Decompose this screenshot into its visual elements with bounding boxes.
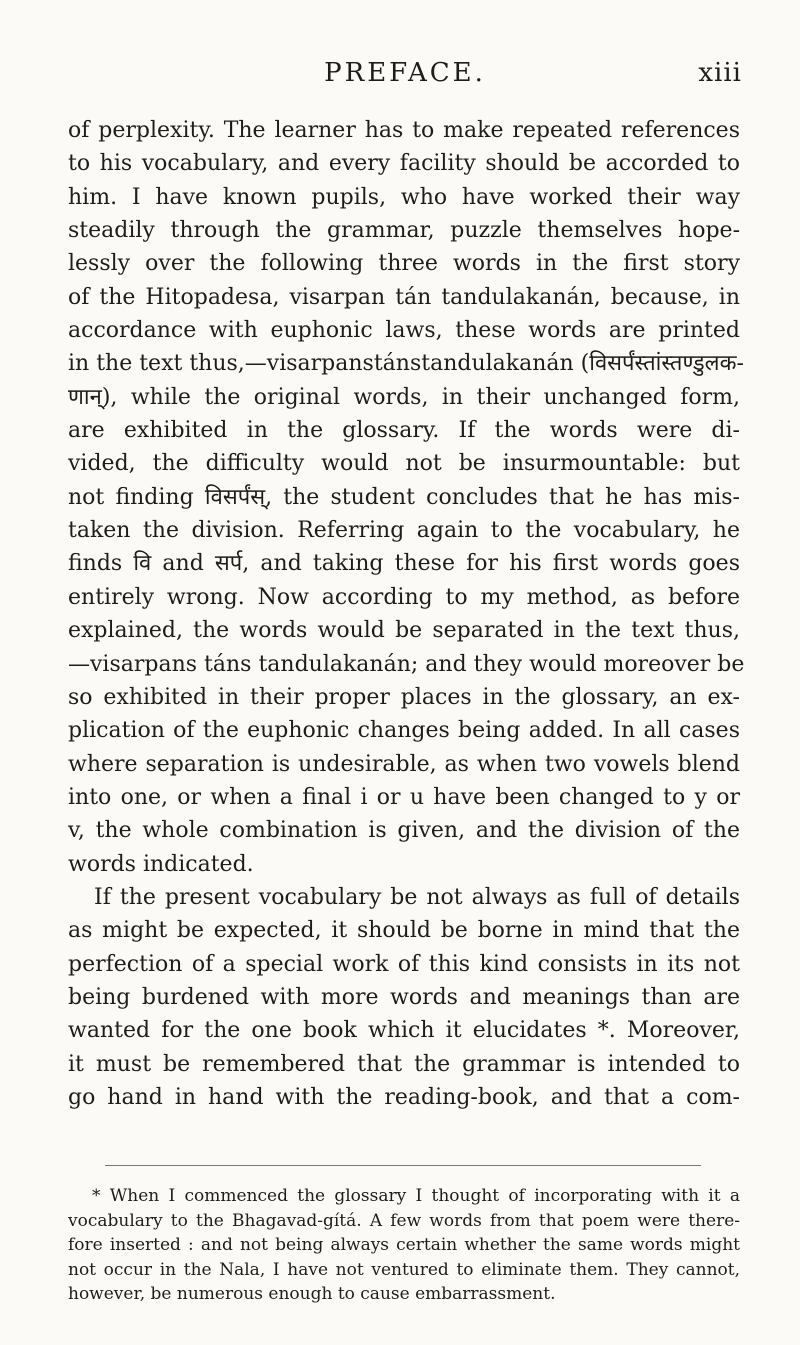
footnote-line: * When I commenced the glossary I thought of incorporating with it a	[92, 1186, 740, 1206]
body-line: him. I have known pupils, who have worked their way	[68, 184, 740, 210]
body-line: —visarpans táns tandulakanán; and they would moreover be	[68, 651, 745, 677]
body-line: lessly over the following three words in the first story	[68, 251, 740, 277]
footnote-line: not occur in the Nala, I have not ventured to eliminate them. They cannot,	[68, 1259, 740, 1280]
footnote-divider	[105, 1165, 701, 1166]
footnote-line: however, be numerous enough to cause embarrassment.	[68, 1284, 556, 1304]
footnote-line: fore inserted : and not being always certain whether the same words might	[68, 1235, 740, 1255]
body-line: entirely wrong. Now according to my method, as before	[68, 584, 740, 610]
footnote-line: vocabulary to the Bhagavad-gítá. A few words from that poem were there-	[68, 1210, 740, 1231]
body-line: of perplexity. The learner has to make repeated references	[68, 118, 740, 143]
body-line: being burdened with more words and meanings than are	[68, 984, 740, 1010]
body-line: words indicated.	[68, 851, 254, 877]
body-line: it must be remembered that the grammar is intended to	[68, 1051, 740, 1077]
body-line: णान्), while the original words, in their unchanged form,	[68, 384, 740, 410]
body-line: into one, or when a final i or u have been changed to y or	[68, 784, 740, 810]
running-head	[68, 58, 742, 98]
body-line: steadily through the grammar, puzzle themselves hope-	[68, 218, 740, 244]
footnote	[68, 1184, 740, 1307]
body-line: taken the division. Referring again to the vocabulary, he	[68, 518, 740, 544]
page-number: xiii	[698, 58, 742, 88]
body-line: vided, the difficulty would not be insurmountable: but	[68, 451, 740, 477]
body-line: accordance with euphonic laws, these words are printed	[68, 318, 740, 344]
body-line: as might be expected, it should be borne in mind that the	[68, 918, 740, 944]
body-line: of the Hitopadesa, visarpan tán tandulakanán, because, in	[68, 284, 740, 310]
page-title: PREFACE.	[324, 58, 486, 88]
body-text	[68, 114, 745, 1114]
body-line: perfection of a special work of this kind consists in its not	[68, 951, 740, 977]
body-line: so exhibited in their proper places in the glossary, an ex-	[68, 684, 740, 710]
body-line: explained, the words would be separated in the text thus,	[68, 618, 740, 644]
body-line: not finding विसर्पंस्, the student concludes that he has mis-	[68, 484, 740, 510]
body-line: go hand in hand with the reading-book, and that a com-	[68, 1084, 740, 1110]
body-line: where separation is undesirable, as when two vowels blend	[68, 751, 740, 777]
body-line: If the present vocabulary be not always as full of details	[94, 884, 740, 910]
body-line: v, the whole combination is given, and the division of the	[68, 818, 740, 844]
body-line: plication of the euphonic changes being added. In all cases	[68, 718, 740, 744]
body-line: to his vocabulary, and every facility should be accorded to	[68, 151, 740, 177]
body-line: wanted for the one book which it elucidates *. Moreover,	[68, 1018, 740, 1044]
body-line: finds वि and सर्प, and taking these for his first words goes	[68, 551, 740, 577]
body-line: in the text thus,—visarpanstánstandulakanán (विसर्पंस्तांस्तण्डुलक-	[68, 351, 744, 377]
body-line: are exhibited in the glossary. If the words were di-	[68, 418, 740, 444]
